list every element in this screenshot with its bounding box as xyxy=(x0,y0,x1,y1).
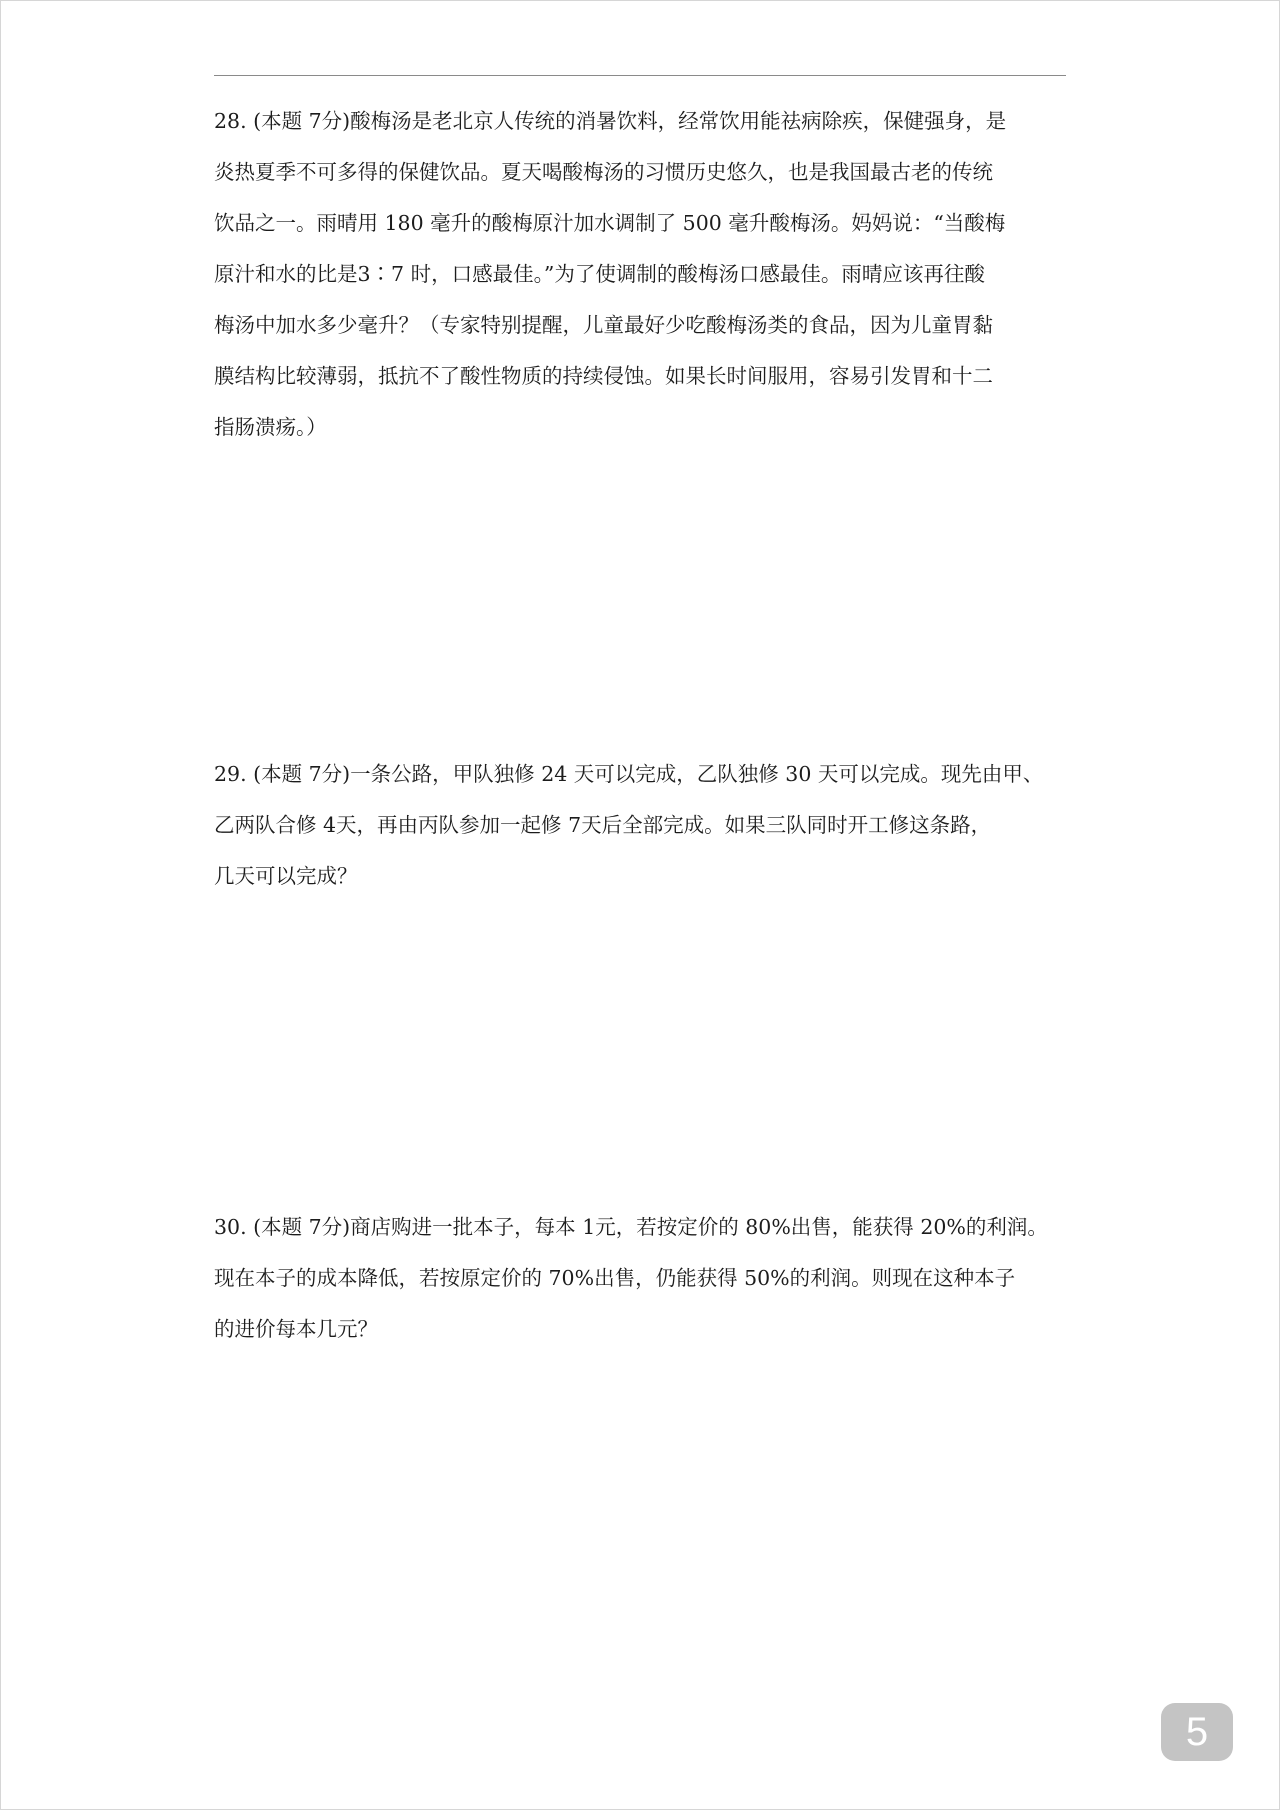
question-30-line-3: 的进价每本几元？ xyxy=(214,1317,378,1341)
question-29-line-2: 乙两队合修 4天，再由丙队参加一起修 7天后全部完成。如果三队同时开工修这条路， xyxy=(214,813,992,837)
question-28-line-4: 原汁和水的比是3∶7 时，口感最佳。”为了使调制的酸梅汤口感最佳。雨晴应该再往酸 xyxy=(214,262,985,286)
question-28-line-5: 梅汤中加水多少毫升？（专家特别提醒，儿童最好少吃酸梅汤类的食品，因为儿童胃黏 xyxy=(214,313,993,337)
question-28 xyxy=(214,96,1076,453)
question-28-line-2: 炎热夏季不可多得的保健饮品。夏天喝酸梅汤的习惯历史悠久，也是我国最古老的传统 xyxy=(214,160,993,184)
page-number-badge[interactable]: 5 xyxy=(1161,1703,1233,1761)
question-28-line-3: 饮品之一。雨晴用 180 毫升的酸梅原汁加水调制了 500 毫升酸梅汤。妈妈说：“当酸梅 xyxy=(214,211,1006,235)
question-28-line-1: 28. (本题 7分)酸梅汤是老北京人传统的消暑饮料，经常饮用能祛病除疾，保健强身，是 xyxy=(214,109,1007,133)
question-28-line-7: 指肠溃疡。） xyxy=(214,415,327,439)
header-rule xyxy=(214,75,1066,76)
question-29 xyxy=(214,749,1076,902)
question-29-line-1: 29. (本题 7分)一条公路，甲队独修 24 天可以完成，乙队独修 30 天可以完成。现先由甲、 xyxy=(214,762,1044,786)
question-30-line-2: 现在本子的成本降低，若按原定价的 70%出售，仍能获得 50%的利润。则现在这种本子 xyxy=(214,1266,1016,1290)
question-29-line-3: 几天可以完成？ xyxy=(214,864,358,888)
question-28-line-6: 膜结构比较薄弱，抵抗不了酸性物质的持续侵蚀。如果长时间服用，容易引发胃和十二 xyxy=(214,364,993,388)
question-30-line-1: 30. (本题 7分)商店购进一批本子，每本 1元，若按定价的 80%出售，能获得 20%的利润。 xyxy=(214,1215,1048,1239)
question-30 xyxy=(214,1202,1076,1355)
